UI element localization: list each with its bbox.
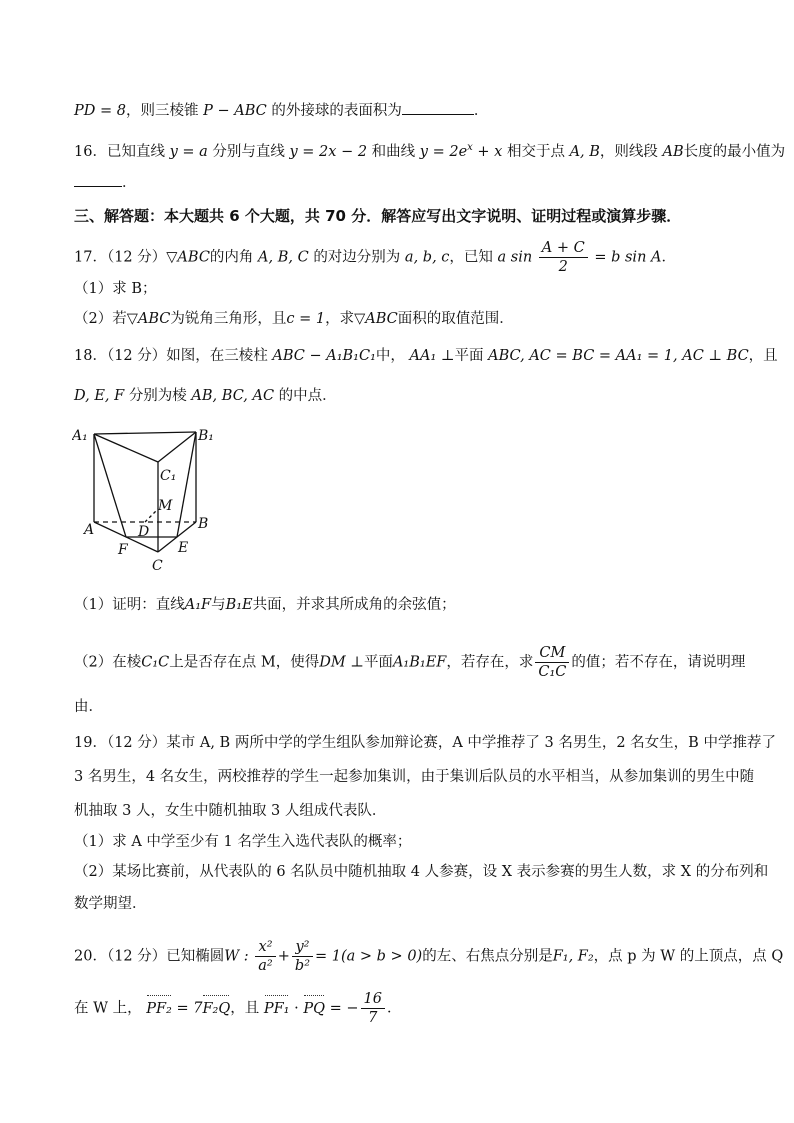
answer-blank[interactable] xyxy=(74,172,122,187)
label-A: A xyxy=(84,522,95,538)
q18-part2: （2）在棱C₁C上是否存在点 M，使得DM ⊥平面A₁B₁EF，若存在，求 $\frac{CM}{\text{C₁C}}$ 的值；若不存在，请说明理 xyxy=(74,645,746,680)
label-B1: B₁ xyxy=(198,428,214,444)
q20-line2: 在 W 上， PF₂ = 7F₂Q，且 PF₁ · PQ = − $\frac{16}{7}$ ． xyxy=(74,991,402,1026)
q19-part2: （2）某场比赛前，从代表队的 6 名队员中随机抽取 4 人参赛，设 X 表示参赛的男生人数，求 X 的分布列和 xyxy=(74,864,769,880)
q17-stem: 17．（12 分）▽ABC的内角 A, B, C 的对边分别为 a, b, c，已知 a sin $\frac{A + C}{2}$ = b sin A． xyxy=(74,240,676,275)
fraction: $\frac{16}{7}$ xyxy=(361,990,385,1027)
label-D: D xyxy=(138,524,150,540)
answer-blank[interactable] xyxy=(402,100,474,115)
q15-pd: PD = 8 xyxy=(74,103,126,119)
fraction: $\frac{A + C}{2}$ xyxy=(539,239,588,276)
fraction: $\frac{\text{y²}}{\text{b²}}$ xyxy=(292,938,313,975)
q18-stem-line1: 18．（12 分）如图，在三棱柱 ABC − A₁B₁C₁中， AA₁ ⊥平面 ABC, AC = BC = AA₁ = 1, AC ⊥ BC，且 xyxy=(74,348,778,364)
section-3-title: 三、解答题：本大题共 6 个大题，共 70 分．解答应写出文字说明、证明过程或演算步骤． xyxy=(74,207,682,225)
label-E: E xyxy=(178,540,189,556)
fraction: $\frac{\text{x²}}{\text{a²}}$ xyxy=(255,938,275,975)
q16-line1: 16．已知直线 y = a 分别与直线 y = 2x − 2 和曲线 $y = 2e^x + x$ 相交于点 A, B，则线段 AB长度的最小值为 xyxy=(74,142,786,160)
q19-line2: 3 名男生，4 名女生，两校推荐的学生一起参加集训，由于集训后队员的水平相当，从参加集训的男生中随 xyxy=(74,769,755,785)
label-B: B xyxy=(198,516,209,532)
q19-line1: 19．（12 分）某市 A, B 两所中学的学生组队参加辩论赛，A 中学推荐了 3 名男生，2 名女生，B 中学推荐了 xyxy=(74,735,776,751)
q16-line2: ． xyxy=(74,172,720,194)
q17-part2: （2）若▽ABC为锐角三角形，且c = 1，求▽ABC面积的取值范围． xyxy=(74,311,514,327)
q17-part1: （1）求 B； xyxy=(74,281,157,297)
label-M: M xyxy=(158,498,173,514)
q18-stem-line2: D, E, F 分别为棱 AB, BC, AC 的中点． xyxy=(74,388,337,404)
label-C1: C₁ xyxy=(160,468,177,484)
label-C: C xyxy=(152,558,163,574)
q20-line1: 20．（12 分）已知椭圆W : $\frac{\text{x²}}{\text{a²}}$ + $\frac{\text{y²}}{\text{b²}}$ = 1(a > b > 0)的左、右焦点分别是F₁, F₂，点 p 为 W 的上顶点，点 Q xyxy=(74,939,784,974)
q19-part1: （1）求 A 中学至少有 1 名学生入选代表队的概率； xyxy=(74,834,412,850)
q18-part2-cont: 由． xyxy=(74,699,103,715)
q18-part1: （1）证明：直线A₁F与B₁E共面，并求其所成角的余弦值； xyxy=(74,597,456,613)
label-A1: A₁ xyxy=(72,428,88,444)
q19-part2-cont: 数学期望． xyxy=(74,896,147,912)
prism-figure xyxy=(72,424,232,574)
q19-line3: 机抽取 3 人，女生中随机抽取 3 人组成代表队． xyxy=(74,803,387,819)
fraction: $\frac{CM}{\text{C₁C}}$ xyxy=(535,644,569,681)
label-F: F xyxy=(118,542,128,558)
q15-tail: PD = 8，则三棱锥 P − ABC 的外接球的表面积为 ． xyxy=(74,100,720,122)
